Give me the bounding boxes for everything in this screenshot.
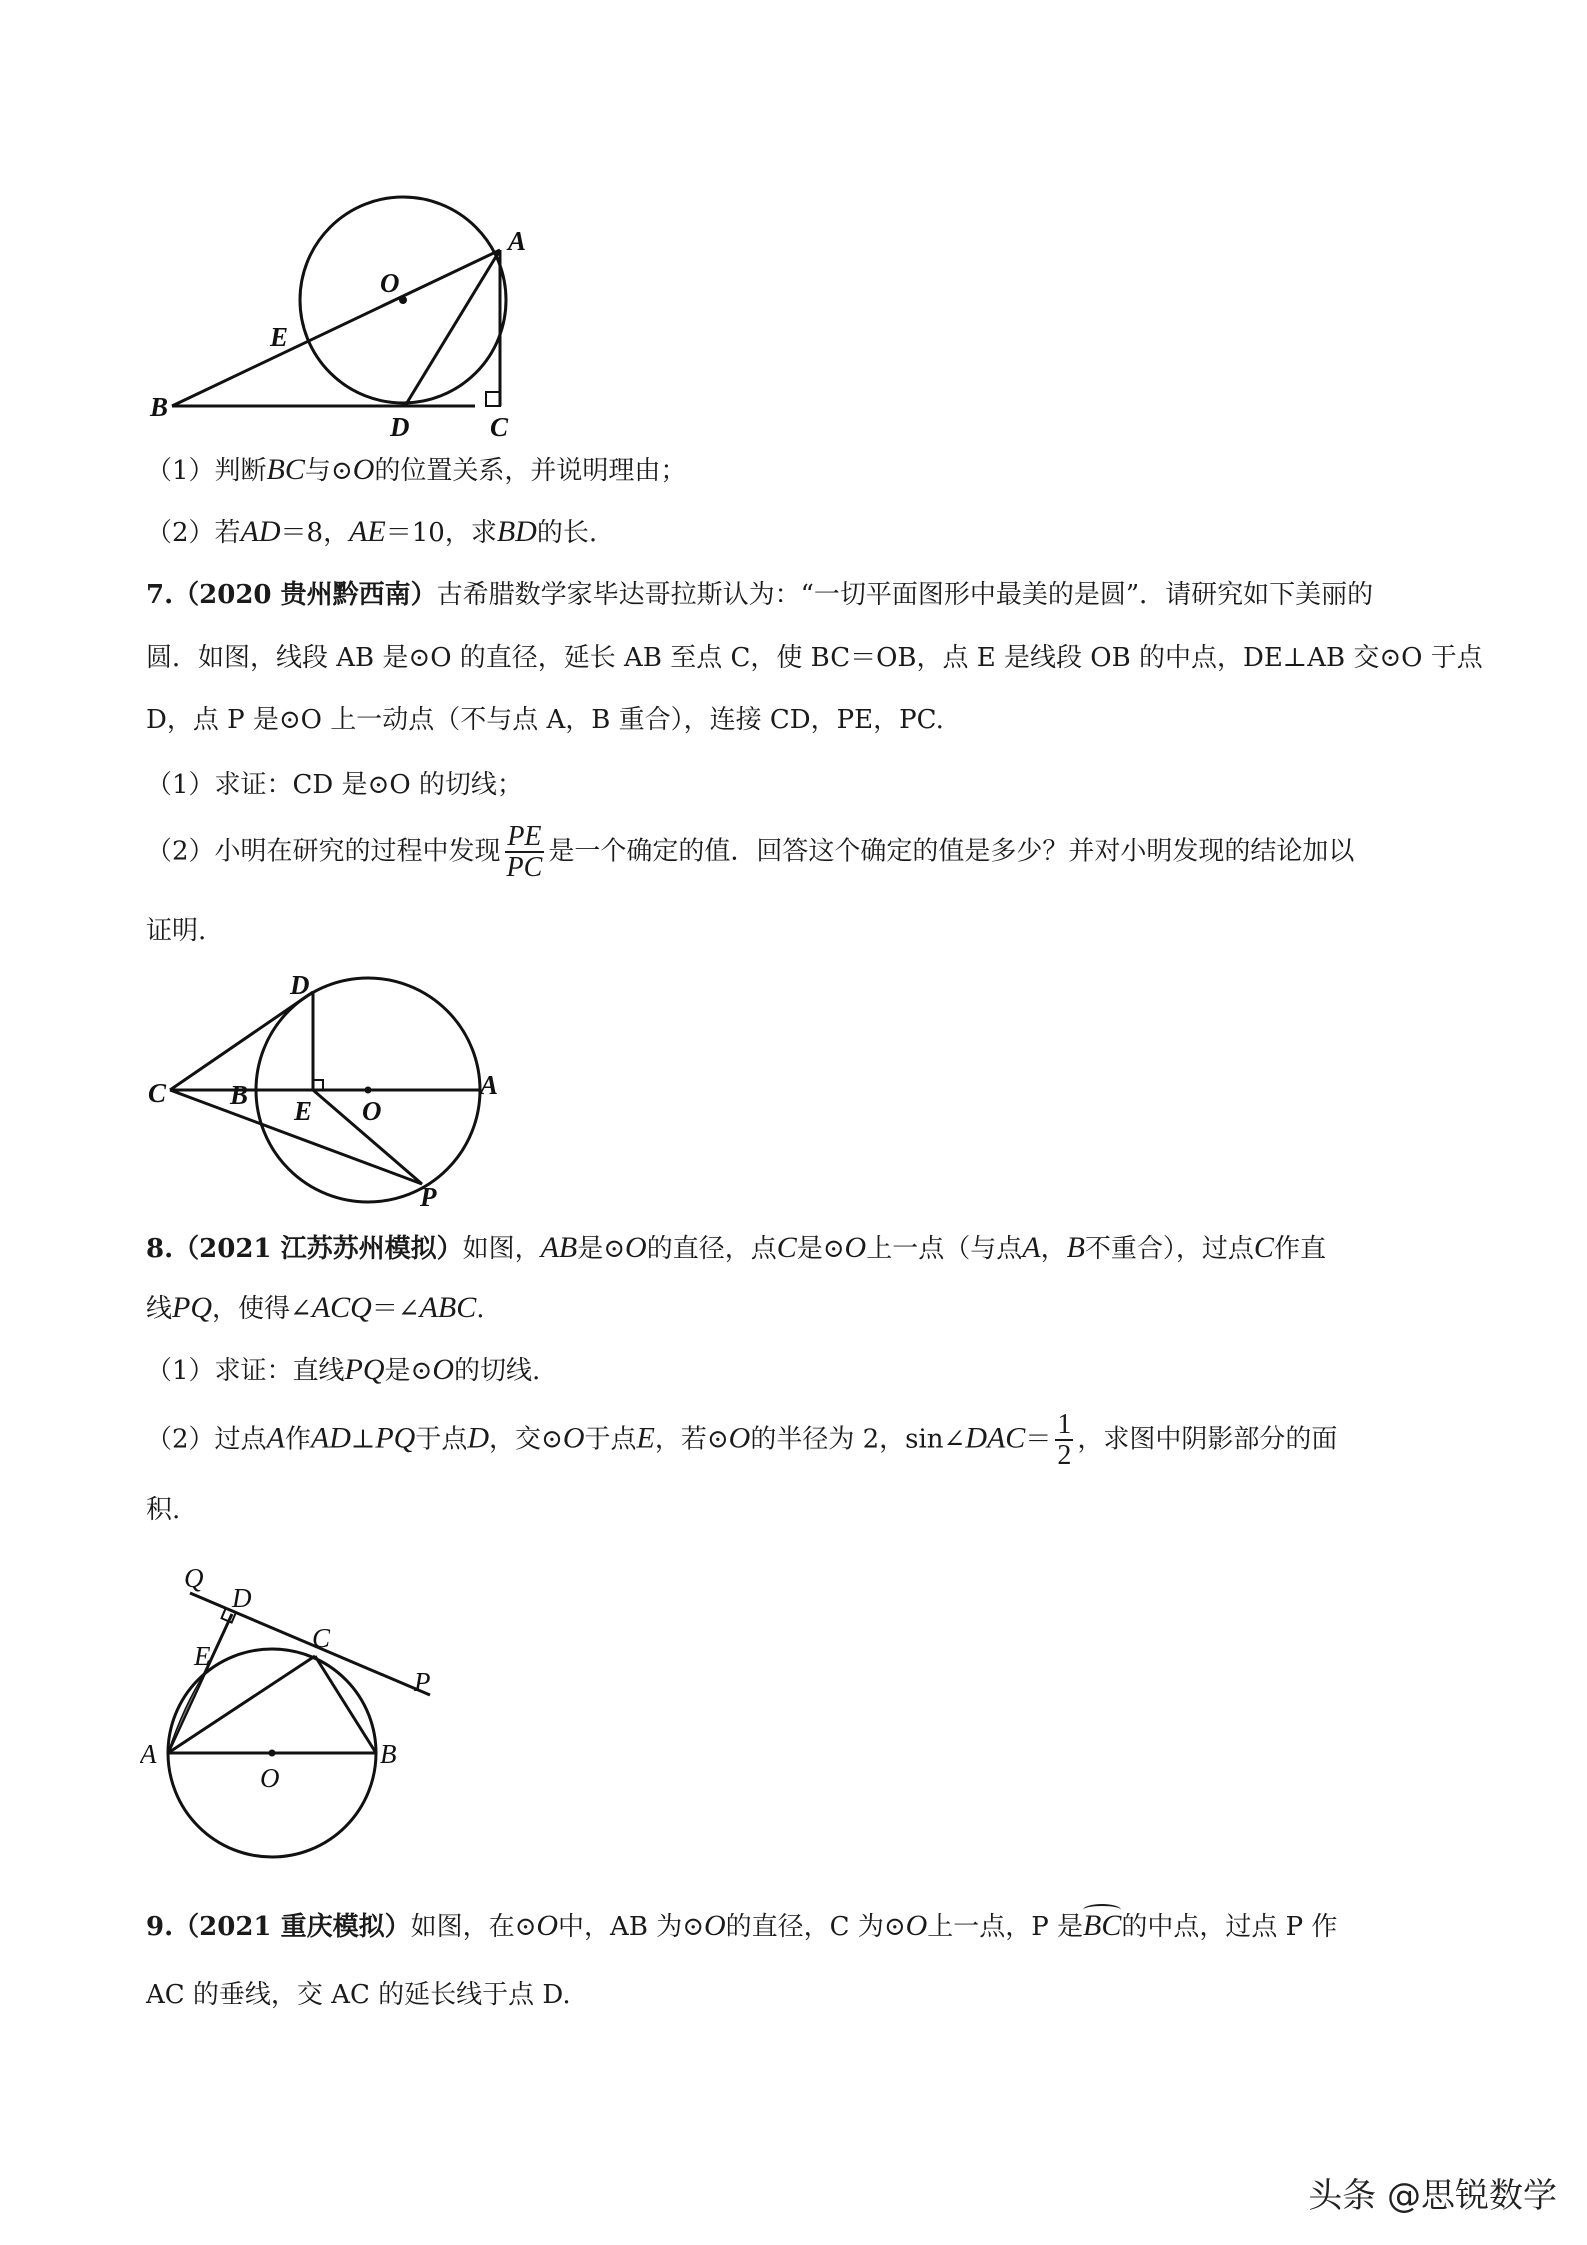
label-d: D: [290, 970, 310, 1000]
label-o: O: [380, 268, 400, 298]
q9-line1: 9.（2021 重庆模拟）如图，在⊙O中，AB 为⊙O的直径，C 为⊙O上一点，P 是BC的中点，过点 P 作: [146, 1909, 1338, 1942]
q8-part1: （1）求证：直线PQ是⊙O的切线.: [146, 1353, 541, 1386]
label-p: P: [414, 1667, 431, 1697]
label-o: O: [260, 1763, 280, 1793]
q6-part1: （1）判断BC与⊙O的位置关系，并说明理由；: [146, 453, 687, 486]
label-b: B: [380, 1739, 397, 1769]
label-a: A: [508, 226, 527, 256]
label-e: E: [194, 1641, 211, 1671]
label-o: O: [362, 1096, 382, 1126]
q6-part2: （2）若AD＝8，AE＝10，求BD的长.: [146, 515, 598, 548]
label-q: Q: [184, 1563, 204, 1593]
label-d: D: [390, 412, 410, 440]
label-a: A: [480, 1070, 499, 1100]
q7-part1: （1）求证：CD 是⊙O 的切线；: [146, 770, 523, 800]
fraction-one-half: $\frac{1}{2}$: [1057, 1409, 1072, 1472]
q7-line2: 圆．如图，线段 AB 是⊙O 的直径，延长 AB 至点 C，使 BC＝OB，点 E 是线段 OB 的中点，DE⊥AB 交⊙O 于点: [146, 643, 1483, 673]
label-c: C: [148, 1078, 167, 1108]
q7-line1: 7.（2020 贵州黔西南）古希腊数学家毕达哥拉斯认为：“一切平面图形中最美的是圆”．请研究如下美丽的: [146, 580, 1374, 610]
label-b: B: [230, 1080, 249, 1110]
label-c: C: [312, 1623, 331, 1653]
q8-part2-line2: 积.: [146, 1495, 181, 1525]
label-d: D: [232, 1583, 252, 1613]
label-a: A: [140, 1739, 157, 1769]
figure-2-circle-tangent-cd: [140, 970, 520, 1210]
label-e: E: [270, 322, 289, 352]
label-e: E: [294, 1096, 313, 1126]
q7-line3: D，点 P 是⊙O 上一动点（不与点 A，B 重合），连接 CD，PE，PC.: [146, 705, 944, 735]
q8-part2: （2）过点A作AD⊥PQ于点D，交⊙O于点E，若⊙O的半径为 2，sin∠DAC＝ $\frac{1}{2}$ ，求图中阴影部分的面: [146, 1409, 1338, 1472]
figure-1-circle-tangent: [130, 180, 550, 440]
label-p: P: [420, 1182, 437, 1210]
q8-line1: 8.（2021 江苏苏州模拟）如图，AB是⊙O的直径，点C是⊙O上一点（与点A，B不重合），过点C作直: [146, 1231, 1326, 1264]
arc-bc: BC: [1083, 1909, 1122, 1942]
q8-line2: 线PQ，使得∠ACQ＝∠ABC.: [146, 1291, 485, 1324]
figure-3-circle-tangent-pq: [140, 1555, 460, 1875]
watermark: 头条 @思锐数学: [1308, 2176, 1557, 2216]
label-c: C: [490, 412, 509, 440]
label-b: B: [150, 392, 169, 422]
q7-part2-line2: 证明.: [146, 916, 207, 946]
q7-part2: （2）小明在研究的过程中发现 $\frac{PE}{PC}$ 是一个确定的值．回答这个确定的值是多少？并对小明发现的结论加以: [146, 821, 1355, 884]
fraction-pe-pc: $\frac{PE}{PC}$: [506, 821, 543, 884]
q9-line2: AC 的垂线，交 AC 的延长线于点 D.: [146, 1980, 571, 2010]
